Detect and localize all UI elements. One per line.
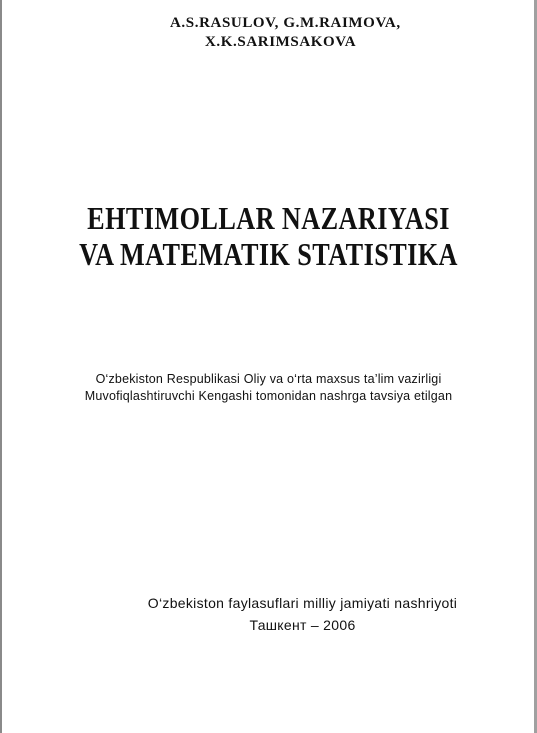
authors-block [0,14,537,52]
publisher-block [0,592,537,636]
book-title [48,200,488,272]
approval-note-line-1: O‘zbekiston Respublikasi Oliy va o‘rta maxsus ta’lim vazirligi [95,372,442,386]
approval-note-line-2: Muvofiqlashtiruvchi Kengashi tomonidan nashrga tavsiya etilgan [84,389,453,403]
book-title-line-1: EHTIMOLLAR NAZARIYASI [87,200,450,236]
publisher-name: O‘zbekiston faylasuflari milliy jamiyati nashriyoti [147,595,458,611]
approval-note [0,371,537,405]
authors-line-2: X.K.SARIMSAKOVA [205,34,357,50]
book-title-line-2: VA MATEMATIK STATISTIKA [79,236,458,272]
authors-line-1: A.S.RASULOV, G.M.RAIMOVA, [170,15,401,31]
publication-city-year: Ташкент – 2006 [249,617,356,633]
